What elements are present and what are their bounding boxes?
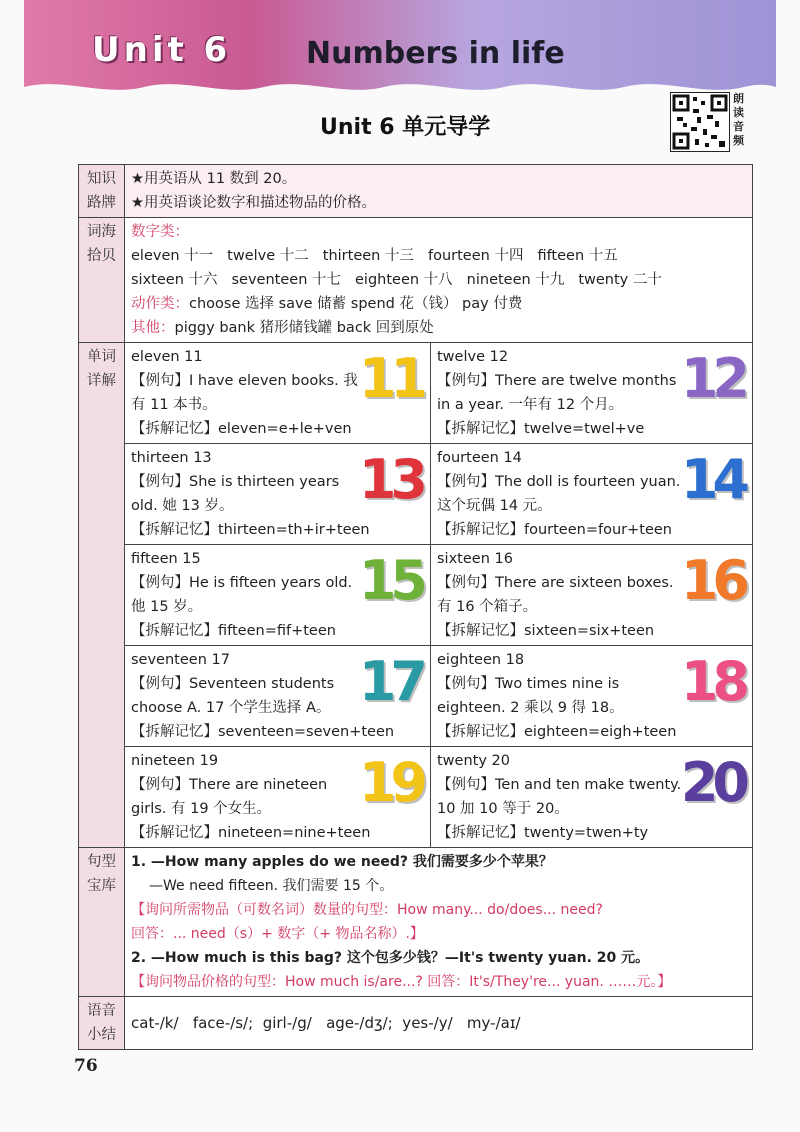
page-number: 76 xyxy=(74,1056,98,1076)
vocab-row xyxy=(79,218,753,343)
unit-title: Numbers in life xyxy=(306,36,565,71)
phonics-row xyxy=(79,997,753,1050)
number-picture: 11 xyxy=(358,347,422,410)
word-card: fifteen 15 【例句】He is fifteen years old. 他 15 岁。 【拆解记忆】fifteen=fif+teen 15 xyxy=(125,545,431,646)
number-picture: 18 xyxy=(680,650,744,713)
sentence-1-answer-pattern: 回答：... need（s）+ 数字（+ 物品名称）.】 xyxy=(131,926,424,942)
verbs-line: 动作类：choose 选择 save 储蓄 spend 花（钱） pay 付费 xyxy=(131,296,523,312)
sentence-2-note: 【询问物品价格的句型：How much is/are...? 回答：It's/They're... yuan. ……元。】 xyxy=(131,974,672,990)
qr-code-icon[interactable] xyxy=(670,92,730,152)
words-label: 单词详解 xyxy=(79,343,125,848)
word-card: fourteen 14 【例句】The doll is fourteen yuan. 这个玩偶 14 元。 【拆解记忆】fourteen=four+teen 14 xyxy=(431,444,753,545)
study-guide-table xyxy=(78,164,753,1050)
word-pair-row xyxy=(79,747,753,848)
number-picture: 17 xyxy=(358,650,422,713)
numbers-heading: 数字类： xyxy=(131,224,189,240)
word-card: twenty 20 【例句】Ten and ten make twenty. 10 加 10 等于 20。 【拆解记忆】twenty=twen+ty 20 xyxy=(431,747,753,848)
sentence-2: 2. —How much is this bag? 这个包多少钱？—It's twenty yuan. 20 元。 xyxy=(131,950,650,966)
knowledge-item: ★用英语从 11 数到 20。 xyxy=(131,171,297,187)
number-picture: 15 xyxy=(358,549,422,612)
wave-decoration xyxy=(24,75,776,97)
word-card: eleven 11 【例句】I have eleven books. 我有 11 本书。 【拆解记忆】eleven=e+le+ven 11 xyxy=(125,343,431,444)
word-card: nineteen 19 【例句】There are nineteen girls. 有 19 个女生。 【拆解记忆】nineteen=nine+teen 19 xyxy=(125,747,431,848)
number-words-row: sixteen 十六 seventeen 十七 eighteen 十八 nineteen 十九 twenty 二十 xyxy=(131,272,662,288)
number-picture: 20 xyxy=(680,751,744,814)
number-picture: 14 xyxy=(680,448,744,511)
unit-label: Unit 6 xyxy=(92,30,232,70)
number-words-row: eleven 十一 twelve 十二 thirteen 十三 fourteen 十四 fifteen 十五 xyxy=(131,248,618,264)
word-pair-row xyxy=(79,646,753,747)
number-picture: 12 xyxy=(680,347,744,410)
vocab-label: 词海拾贝 xyxy=(79,218,125,343)
word-card: twelve 12 【例句】There are twelve months in a year. 一年有 12 个月。 【拆解记忆】twelve=twel+ve 12 xyxy=(431,343,753,444)
page-subtitle: Unit 6 单元导学 xyxy=(320,115,491,140)
word-card: eighteen 18 【例句】Two times nine is eighteen. 2 乘以 9 得 18。 【拆解记忆】eighteen=eigh+teen 18 xyxy=(431,646,753,747)
audio-side-label: 朗 读 音 频 xyxy=(733,92,744,147)
word-card: sixteen 16 【例句】There are sixteen boxes. 有 16 个箱子。 【拆解记忆】sixteen=six+teen 16 xyxy=(431,545,753,646)
word-card: seventeen 17 【例句】Seventeen students choose A. 17 个学生选择 A。 【拆解记忆】seventeen=seven+teen 17 xyxy=(125,646,431,747)
phonics-text: cat-/k/ face-/s/; girl-/g/ age-/dʒ/; yes-/y/ my-/aɪ/ xyxy=(125,997,753,1050)
number-picture: 13 xyxy=(358,448,422,511)
word-card: thirteen 13 【例句】She is thirteen years old. 她 13 岁。 【拆解记忆】thirteen=th+ir+teen 13 xyxy=(125,444,431,545)
word-pair-row xyxy=(79,343,753,444)
sentences-label: 句型宝库 xyxy=(79,848,125,997)
sentence-1-question: 1. —How many apples do we need? 我们需要多少个苹果？ xyxy=(131,854,553,870)
number-picture: 19 xyxy=(358,751,422,814)
sentence-1-answer: —We need fifteen. 我们需要 15 个。 xyxy=(149,878,394,894)
number-picture: 16 xyxy=(680,549,744,612)
phonics-label: 语音小结 xyxy=(79,997,125,1050)
word-pair-row xyxy=(79,545,753,646)
knowledge-row xyxy=(79,165,753,218)
sentence-1-note: 【询问所需物品（可数名词）数量的句型：How many... do/does... need? xyxy=(131,902,603,918)
word-pair-row xyxy=(79,444,753,545)
knowledge-label: 知识路牌 xyxy=(79,165,125,218)
other-line: 其他：piggy bank 猪形储钱罐 back 回到原处 xyxy=(131,320,434,336)
knowledge-item: ★用英语谈论数字和描述物品的价格。 xyxy=(131,195,376,211)
sentences-row xyxy=(79,848,753,997)
